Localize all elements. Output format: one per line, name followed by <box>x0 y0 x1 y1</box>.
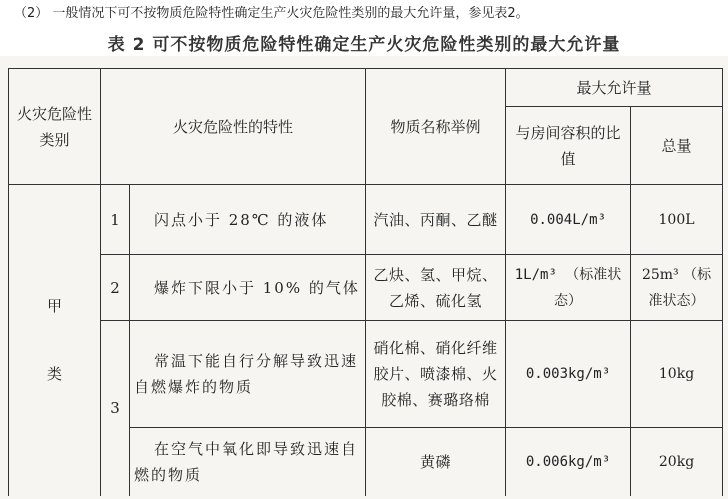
row-number: 3 <box>101 321 130 496</box>
intro-text: （2） 一般情况下可不按物质危险特性确定生产火灾危险性类别的最大允许量，参见表2。 <box>14 6 529 21</box>
substances-cell: 汽油、丙酮、乙醚 <box>366 185 506 255</box>
total-cell: 20kg <box>631 428 723 496</box>
table-row <box>9 255 723 321</box>
substances-cell: 硝化棉、硝化纤维胶片、喷漆棉、火胶棉、赛璐珞棉 <box>366 321 506 428</box>
table-caption: 表 2 可不按物质危险特性确定生产火灾危险性类别的最大允许量 <box>107 35 621 55</box>
category-cell <box>9 185 101 496</box>
ratio-cell: 0.006kg/m³ <box>506 428 631 496</box>
header-substances: 物质名称举例 <box>366 69 506 185</box>
row-number: 2 <box>101 255 130 321</box>
feature-cell: 爆炸下限小于 10% 的气体 <box>130 255 366 321</box>
feature-cell: 在空气中氧化即导致迅速自燃的物质 <box>130 428 366 496</box>
feature-cell: 闪点小于 28℃ 的液体 <box>130 185 366 255</box>
header-total: 总量 <box>631 107 723 185</box>
feature-cell: 常温下能自行分解导致迅速自燃爆炸的物质 <box>130 321 366 428</box>
header-feature: 火灾危险性的特性 <box>101 69 366 185</box>
header-ratio: 与房间容积的比值 <box>506 107 631 185</box>
table-row <box>9 321 723 428</box>
ratio-cell: 1L/m³ （标准状态） <box>506 255 631 321</box>
row-number: 1 <box>101 185 130 255</box>
table-row <box>9 185 723 255</box>
total-cell: 10kg <box>631 321 723 428</box>
max-allowance-table <box>8 68 723 496</box>
header-category: 火灾危险性类别 <box>9 69 101 185</box>
header-max-allowed: 最大允许量 <box>506 69 723 107</box>
substances-cell: 黄磷 <box>366 428 506 496</box>
substances-cell: 乙炔、氢、甲烷、乙烯、硫化氢 <box>366 255 506 321</box>
ratio-cell: 0.004L/m³ <box>506 185 631 255</box>
total-cell: 25m³ （标准状态） <box>631 255 723 321</box>
ratio-cell: 0.003kg/m³ <box>506 321 631 428</box>
total-cell: 100L <box>631 185 723 255</box>
category-label: 甲类 <box>46 297 62 384</box>
